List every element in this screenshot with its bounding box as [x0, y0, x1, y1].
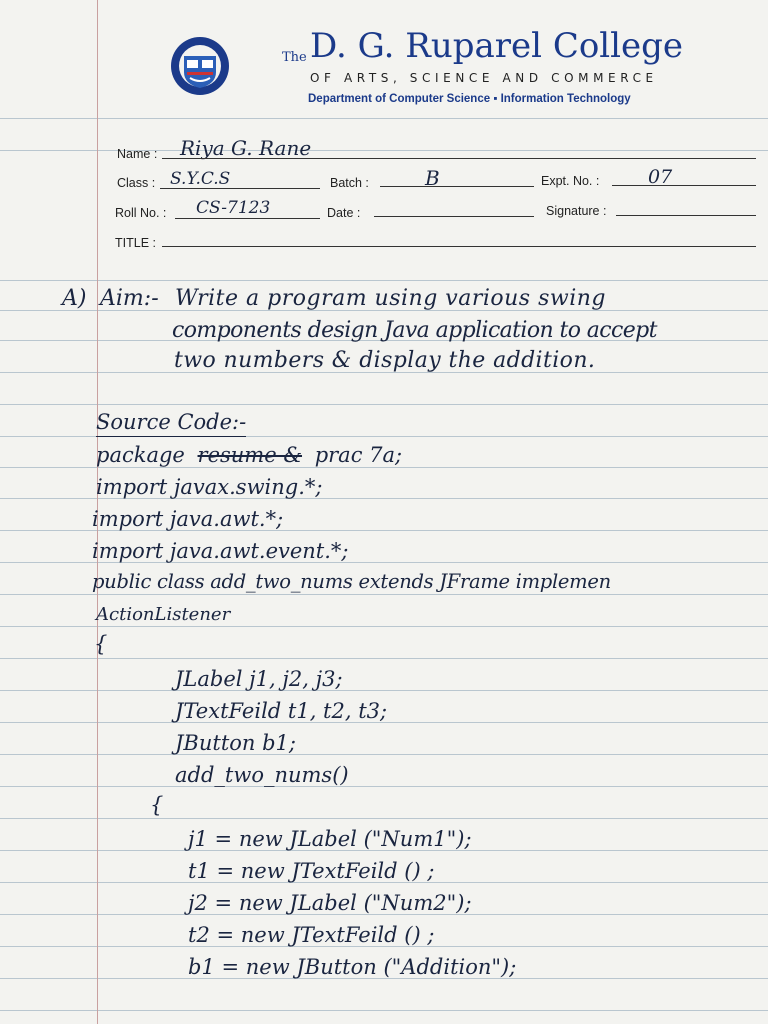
package-name: prac 7a; [314, 443, 403, 467]
code-line: JButton b1; [175, 731, 296, 755]
roll-line [175, 218, 320, 219]
code-line: import java.awt.event.*; [92, 539, 349, 563]
batch-value: B [425, 166, 440, 190]
title-line [162, 246, 756, 247]
aim-line-2: components design Java application to accept [172, 318, 657, 343]
notebook-rule [0, 118, 768, 119]
college-name: D. G. Ruparel College [310, 26, 684, 66]
batch-label: Batch : [330, 176, 369, 190]
code-line: JTextFeild t1, t2, t3; [175, 699, 388, 723]
expt-value: 07 [648, 166, 673, 188]
notebook-rule [0, 150, 768, 151]
notebook-rule [0, 467, 768, 468]
college-name-prefix: The [282, 50, 307, 65]
heading-underline [96, 436, 246, 437]
notebook-rule [0, 626, 768, 627]
package-keyword: package [96, 443, 185, 467]
code-line: t2 = new JTextFeild () ; [188, 923, 435, 947]
notebook-rule [0, 280, 768, 281]
signature-line [616, 215, 756, 216]
roll-value: CS-7123 [196, 198, 271, 218]
class-value: S.Y.C.S [170, 169, 231, 189]
date-label: Date : [327, 206, 361, 220]
code-line: JLabel j1, j2, j3; [175, 667, 343, 691]
notebook-rule [0, 818, 768, 819]
code-line: import java.awt.*; [92, 507, 284, 531]
aim-line-3: two numbers & display the addition. [174, 348, 596, 373]
code-line: j2 = new JLabel ("Num2"); [188, 891, 472, 915]
aim-line-1: Write a program using various swing [175, 286, 606, 311]
notebook-rule [0, 1010, 768, 1011]
class-line [160, 188, 320, 189]
name-label: Name : [117, 147, 158, 161]
package-struck-text: resume & [197, 443, 303, 467]
roll-label: Roll No. : [115, 206, 167, 220]
notebook-rule [0, 658, 768, 659]
signature-label: Signature : [546, 204, 607, 218]
college-subtitle: OF ARTS, SCIENCE AND COMMERCE [310, 71, 658, 85]
code-line: { [94, 632, 108, 656]
aim-marker: A) [62, 286, 87, 311]
class-label: Class : [117, 176, 156, 190]
notebook-rule [0, 404, 768, 405]
code-line: t1 = new JTextFeild () ; [188, 859, 435, 883]
name-line [162, 158, 756, 159]
expt-label: Expt. No. : [541, 174, 600, 188]
code-line: import javax.swing.*; [96, 475, 323, 499]
department-name: Department of Computer Science ▪ Information Technology [308, 93, 631, 105]
expt-line [612, 185, 756, 186]
code-line: { [150, 793, 164, 817]
source-code-heading: Source Code:- [96, 410, 247, 434]
notebook-rule [0, 786, 768, 787]
aim-label: Aim:- [100, 286, 159, 311]
notebook-rule [0, 594, 768, 595]
college-crest-icon [170, 34, 230, 98]
date-line [374, 216, 534, 217]
title-label: TITLE : [115, 236, 156, 250]
notebook-rule [0, 690, 768, 691]
code-line: public class add_two_nums extends JFrame implemen [92, 570, 611, 593]
code-line: b1 = new JButton ("Addition"); [188, 955, 517, 979]
name-value: Riya G. Rane [180, 136, 312, 160]
code-line: ActionListener [96, 604, 231, 625]
code-line-package [96, 443, 402, 467]
batch-line [380, 186, 534, 187]
code-line: j1 = new JLabel ("Num1"); [188, 827, 472, 851]
code-line: add_two_nums() [175, 763, 349, 787]
notebook-rule [0, 754, 768, 755]
